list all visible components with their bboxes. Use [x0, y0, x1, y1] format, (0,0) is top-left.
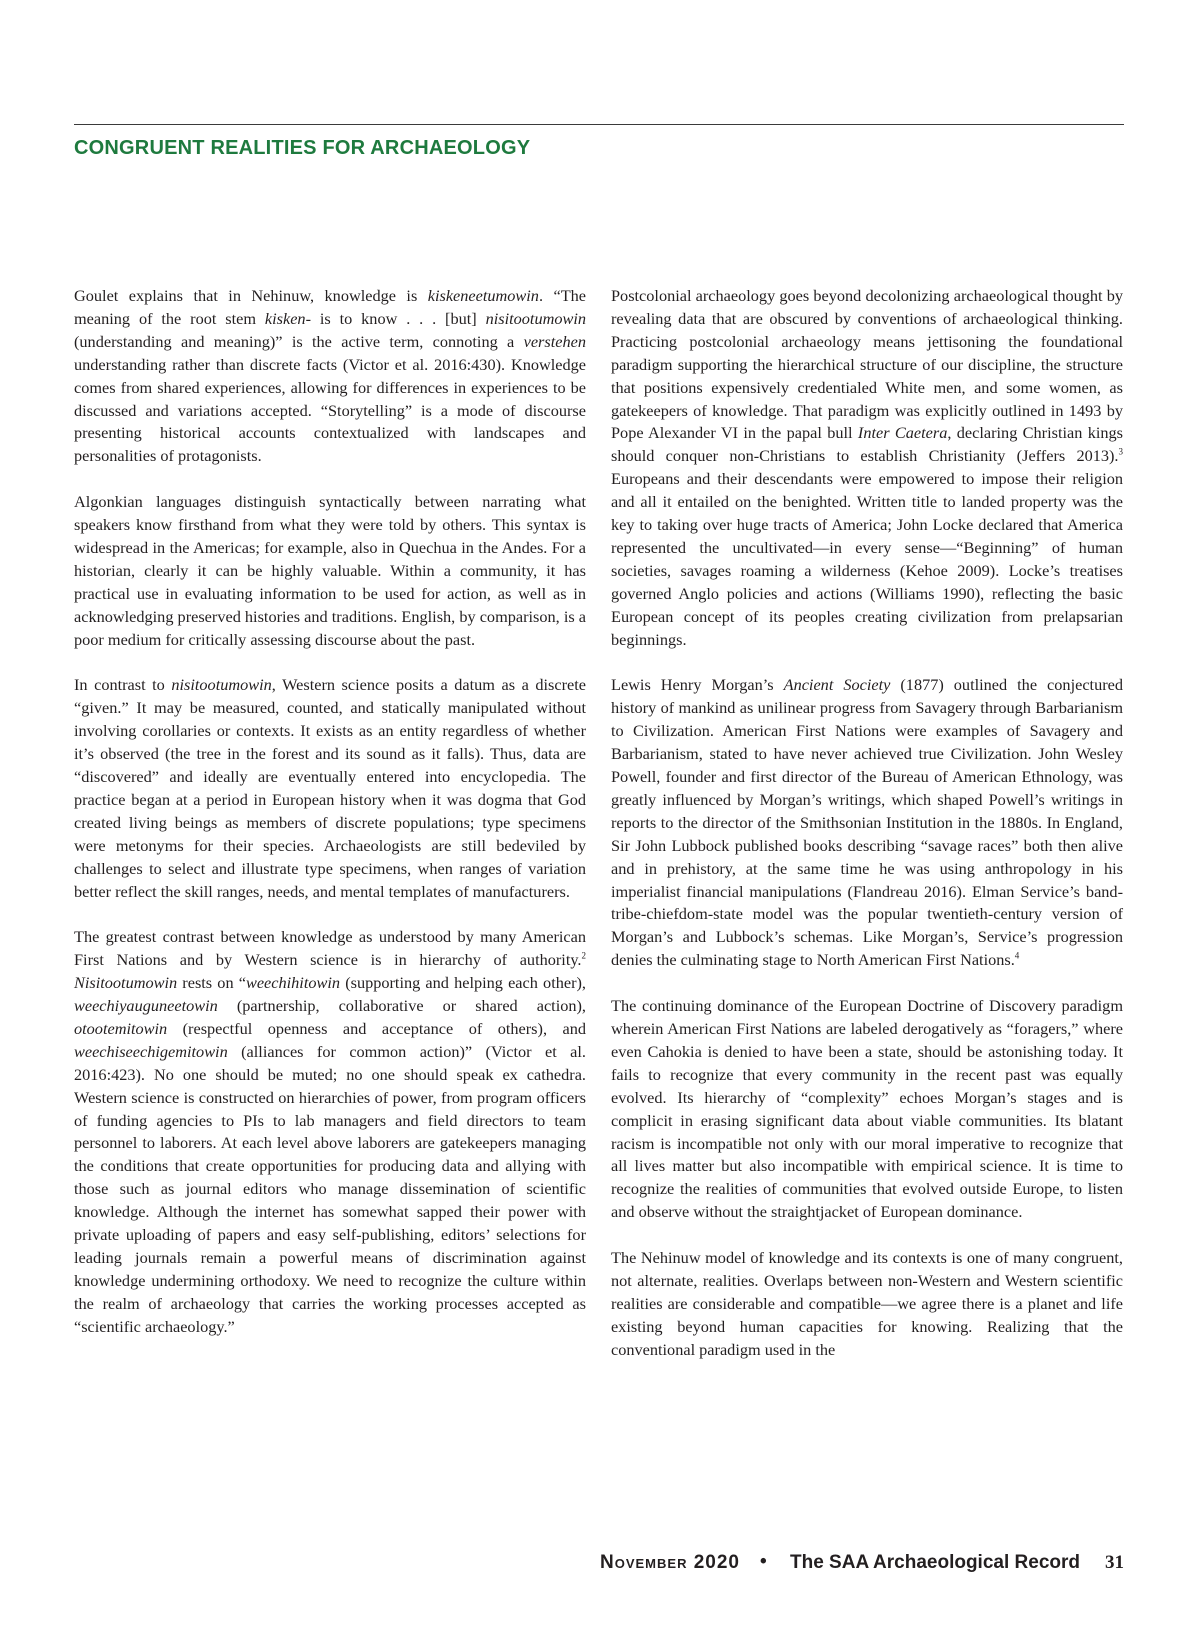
text-run: The Nehinuw model of knowledge and its contexts is one of many congruent, not alternate, realities. Overlaps between non-Western and Western scientific realities are considerable and compatible—we agree there is a planet and life existing beyond human capacities for knowing. Realizing that the conventional paradigm used in the [611, 1248, 1123, 1359]
body-paragraph [611, 995, 1123, 1224]
text-run: , declaring Christian kings should conquer non-Christians to establish Christianity (Jeffers 2013). [611, 423, 1124, 466]
text-run: The greatest contrast between knowledge as understood by many American First Nations and by Western science is in hierarchy of authority. [74, 927, 586, 970]
text-run: (understanding and meaning)” is the active term, connoting a [74, 331, 524, 351]
italic-term: verstehen [523, 331, 586, 351]
text-run: In contrast to [74, 675, 172, 695]
text-run: (respectful openness and acceptance of others), and [167, 1018, 586, 1038]
text-run: (supporting and helping each other), [340, 973, 587, 993]
italic-term: kiskeneetumowin [427, 286, 539, 305]
text-run: (alliances for common action)” (Victor et al. 2016:423). No one should be muted; no one should speak ex cathedra. Western science is constructed on hierarchies of power, from program officers of funding agencies to PIs to lab managers and field directors to team personnel to laborers. At each level above laborers are gatekeepers managing the conditions that create opportunities for producing data and allying with those such as journal editors who manage dissemination of scientific knowledge. Although the internet has somewhat sapped their power with private uploading of papers and easy self-publishing, editors’ selections for leading journals remain a powerful means of discrimination against knowledge undermining orthodoxy. We need to recognize the culture within the realm of archaeology that carries the working processes accepted as “scientific archaeology.” [74, 1041, 586, 1336]
footer-bullet: • [760, 1551, 767, 1572]
italic-term: nisitootumowin [171, 675, 272, 695]
text-run: Algonkian languages distinguish syntactically between narrating what speakers know firsthand from what they were told by others. This syntax is widespread in the Americas; for example, also in Quechua in the Andes. For a historian, clearly it can be highly valuable. Within a community, it has practical use in evaluating information to be used for action, as well as in acknowledging preserved histories and traditions. English, by comparison, is a poor medium for critically assessing discourse about the past. [74, 492, 586, 649]
body-paragraph [611, 674, 1123, 972]
footnote-marker: 3 [1118, 446, 1123, 457]
text-run: Europeans and their descendants were empowered to impose their religion and all it entailed on the benighted. Written title to landed property was the key to taking over huge tracts of America; John Locke declared that America represented the uncultivated—in every sense—“Beginning” of human societies, savages roaming a wilderness (Kehoe 2009). Locke’s treatises governed Anglo policies and actions (Williams 1990), reflecting the basic European concept of its peoples creating civilization from prelapsarian beginnings. [611, 469, 1123, 649]
italic-term: weechiseechigemitowin [74, 1041, 228, 1061]
footnote-marker: 4 [1014, 950, 1020, 961]
italic-term: Ancient Society [783, 675, 891, 695]
right-column [611, 285, 1123, 1362]
text-run: rests on “ [177, 973, 246, 993]
italic-term: Nisitootumowin [74, 973, 178, 993]
body-paragraph [611, 1247, 1123, 1362]
left-column [74, 285, 586, 1339]
text-run: Goulet explains that in Nehinuw, knowledge is [74, 286, 428, 305]
italic-term: weechiyauguneetowin [74, 996, 218, 1016]
text-run: (partnership, collaborative or shared action), [217, 996, 586, 1016]
text-run: . “The meaning of the root stem [74, 286, 587, 328]
italic-term: kisken- [264, 308, 311, 328]
footnote-marker: 2 [581, 950, 586, 961]
text-run: understanding rather than discrete facts (Victor et al. 2016:430). Knowledge comes from shared experiences, allowing for differences in experiences to be discussed and variations accepted. “Storytelling” is a mode of discourse presenting historical accounts contextualized with landscapes and personalities of protagonists. [74, 354, 586, 466]
page-footer [600, 1552, 1124, 1582]
body-paragraph [74, 926, 586, 1338]
text-run: Lewis Henry Morgan’s [611, 675, 784, 695]
italic-term: otootemitowin [74, 1018, 168, 1038]
text-run: (1877) outlined the conjectured history of mankind as unilinear progress from Savagery through Barbarianism to Civilization. American First Nations were examples of Savagery and Barbarianism, stated to have never achieved true Civilization. John Wesley Powell, founder and first director of the Bureau of American Ethnology, was greatly influenced by Morgan’s writings, which shaped Powell’s writings in reports to the director of the Smithsonian Institution in the 1880s. In England, Sir John Lubbock published books describing “savage races” both then alive and in prehistory, at the same time he was using anthropology in his imperialist financial manipulations (Flandreau 2016). Elman Service’s band-tribe-chiefdom-state model was the popular twentieth-century version of Morgan’s and Lubbock’s schemas. Like Morgan’s, Service’s progression denies the culminating stage to North American First Nations. [611, 675, 1123, 970]
text-run: The continuing dominance of the European Doctrine of Discovery paradigm wherein American First Nations are labeled derogatively as “foragers,” where even Cahokia is denied to have been a state, should be astonishing today. It fails to recognize that every community in the recent past was equally evolved. Its hierarchy of “complexity” echoes Morgan’s stages and is complicit in erasing significant data about viable communities. Its blatant racism is incompatible not only with our moral imperative to recognize that all lives matter but also incompatible with empirical science. It is time to recognize the realities of communities that evolved outside Europe, to listen and observe without the straightjacket of European dominance. [611, 996, 1123, 1222]
italic-term: nisitootumowin [485, 308, 587, 328]
text-run: , Western science posits a datum as a discrete “given.” It may be measured, counted, and statically manipulated without involving corollaries or contexts. It exists as an entity regardless of whether it’s observed (the tree in the forest and its sound as it falls). Thus, data are “discovered” and ideally are eventually entered into encyclopedia. The practice began at a period in European history when it was dogma that God created living beings as members of discrete populations; type specimens were metonyms for their species. Archaeologists are still bedeviled by challenges to select and illustrate type specimens, when ranges of variation better reflect the skill ranges, needs, and mental templates of manufacturers. [74, 675, 586, 901]
issue-date: November 2020 [600, 1552, 740, 1573]
italic-term: Inter Caetera [857, 423, 948, 443]
body-paragraph [611, 285, 1123, 652]
body-paragraph [74, 285, 586, 468]
body-paragraph [74, 491, 586, 651]
text-run: is to know . . . [but] [311, 308, 486, 328]
italic-term: weechihitowin [245, 973, 341, 993]
running-head-title: CONGRUENT REALITIES FOR ARCHAEOLOGY [74, 137, 531, 159]
header-rule [74, 124, 1124, 125]
journal-title: The SAA Archaeological Record [790, 1552, 1080, 1573]
text-run: Postcolonial archaeology goes beyond decolonizing archaeological thought by revealing data that are obscured by conventions of archaeological thinking. Practicing postcolonial archaeology means jettisoning the foundational paradigm supporting the hierarchical structure of our discipline, the structure that positions expensively credentialed White men, and some women, as gatekeepers of knowledge. That paradigm was explicitly outlined in 1493 by Pope Alexander VI in the papal bull [611, 286, 1123, 443]
body-paragraph [74, 674, 586, 903]
page-number: 31 [1105, 1552, 1124, 1573]
